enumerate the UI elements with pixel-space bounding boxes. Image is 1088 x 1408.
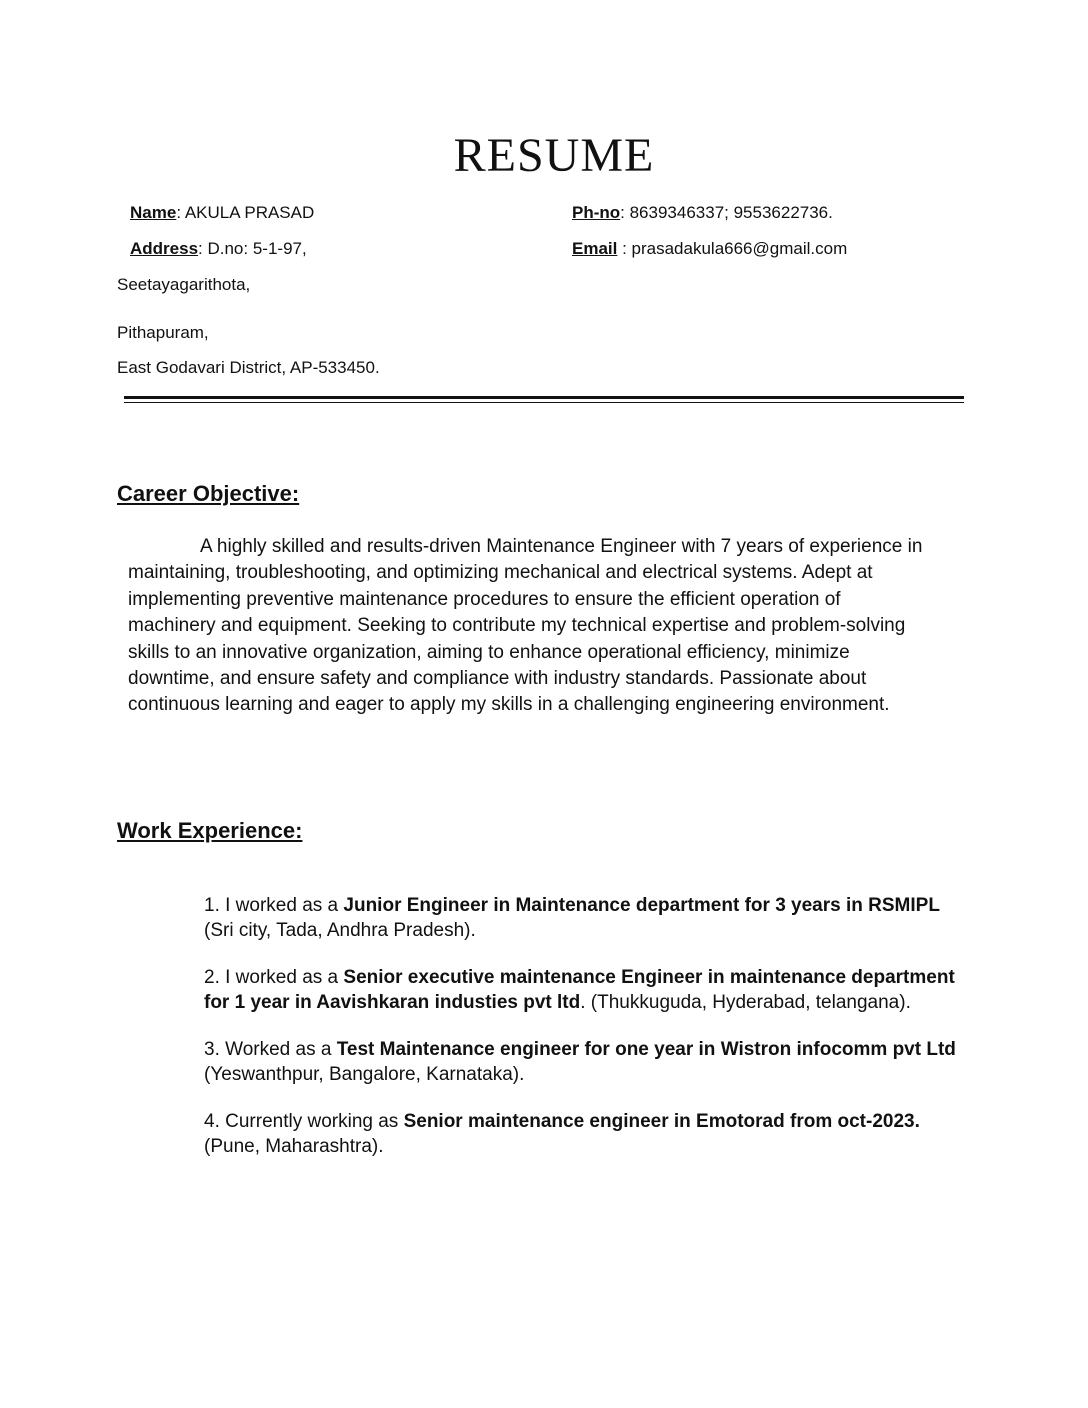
name-label: Name <box>130 203 177 222</box>
phone-field <box>572 202 833 224</box>
career-objective-text: A highly skilled and results-driven Maintenance Engineer with 7 years of experience in maintaining, troubleshooting, and optimizing mechanical and electrical systems. Adept at implementing preventive maintenance procedures to ensure the efficient operation of machinery and equipment. Seeking to contribute my technical expertise and problem-solving skills to an innovative organization, aiming to enhance operational efficiency, minimize downtime, and ensure safety and compliance with industry standards. Passionate about continuous learning and eager to apply my skills in a challenging engineering environment. <box>128 536 923 716</box>
exp-location: (Sri city, Tada, Andhra Pradesh). <box>204 920 476 941</box>
work-experience-heading: Work Experience: <box>117 818 303 843</box>
list-item <box>204 1037 964 1087</box>
exp-role: Test Maintenance engineer for one year in Wistron infocomm pvt Ltd <box>336 1039 956 1060</box>
address-line: Pithapuram, <box>117 323 209 342</box>
exp-role: Junior Engineer in Maintenance department for 3 years in RSMIPL <box>343 895 940 916</box>
address-line: East Godavari District, AP-533450. <box>117 358 380 377</box>
exp-prefix: 3. Worked as a <box>204 1039 337 1060</box>
list-item <box>204 965 964 1015</box>
exp-role: Senior maintenance engineer in Emotorad from oct-2023. <box>403 1111 920 1132</box>
exp-role: Senior executive maintenance Engineer in maintenance department for 1 year in Aavishkaran industies pvt ltd <box>204 967 955 1013</box>
email-label: Email <box>572 239 618 258</box>
address-line: Seetayagarithota, <box>117 275 251 294</box>
address-value: : D.no: 5-1-97, <box>198 239 307 258</box>
exp-prefix: 4. Currently working as <box>204 1111 404 1132</box>
divider-thick <box>124 396 964 399</box>
email-field <box>572 238 847 260</box>
exp-location: (Pune, Maharashtra). <box>204 1136 384 1157</box>
exp-prefix: 1. I worked as a <box>204 895 344 916</box>
phone-label: Ph-no <box>572 203 621 222</box>
page-title: RESUME <box>453 129 655 182</box>
name-value: : AKULA PRASAD <box>176 203 315 222</box>
work-experience-list <box>204 893 964 1181</box>
name-field <box>130 202 314 224</box>
divider-thin <box>124 402 964 403</box>
career-objective-heading: Career Objective: <box>117 481 300 506</box>
email-value: : prasadakula666@gmail.com <box>617 239 848 258</box>
phone-value: : 8639346337; 9553622736. <box>620 203 833 222</box>
list-item <box>204 893 964 943</box>
address-field <box>130 238 307 260</box>
exp-location: . (Thukkuguda, Hyderabad, telangana). <box>580 992 911 1013</box>
address-label: Address <box>130 239 199 258</box>
exp-location: (Yeswanthpur, Bangalore, Karnataka). <box>204 1064 525 1085</box>
list-item <box>204 1109 964 1159</box>
exp-prefix: 2. I worked as a <box>204 967 344 988</box>
